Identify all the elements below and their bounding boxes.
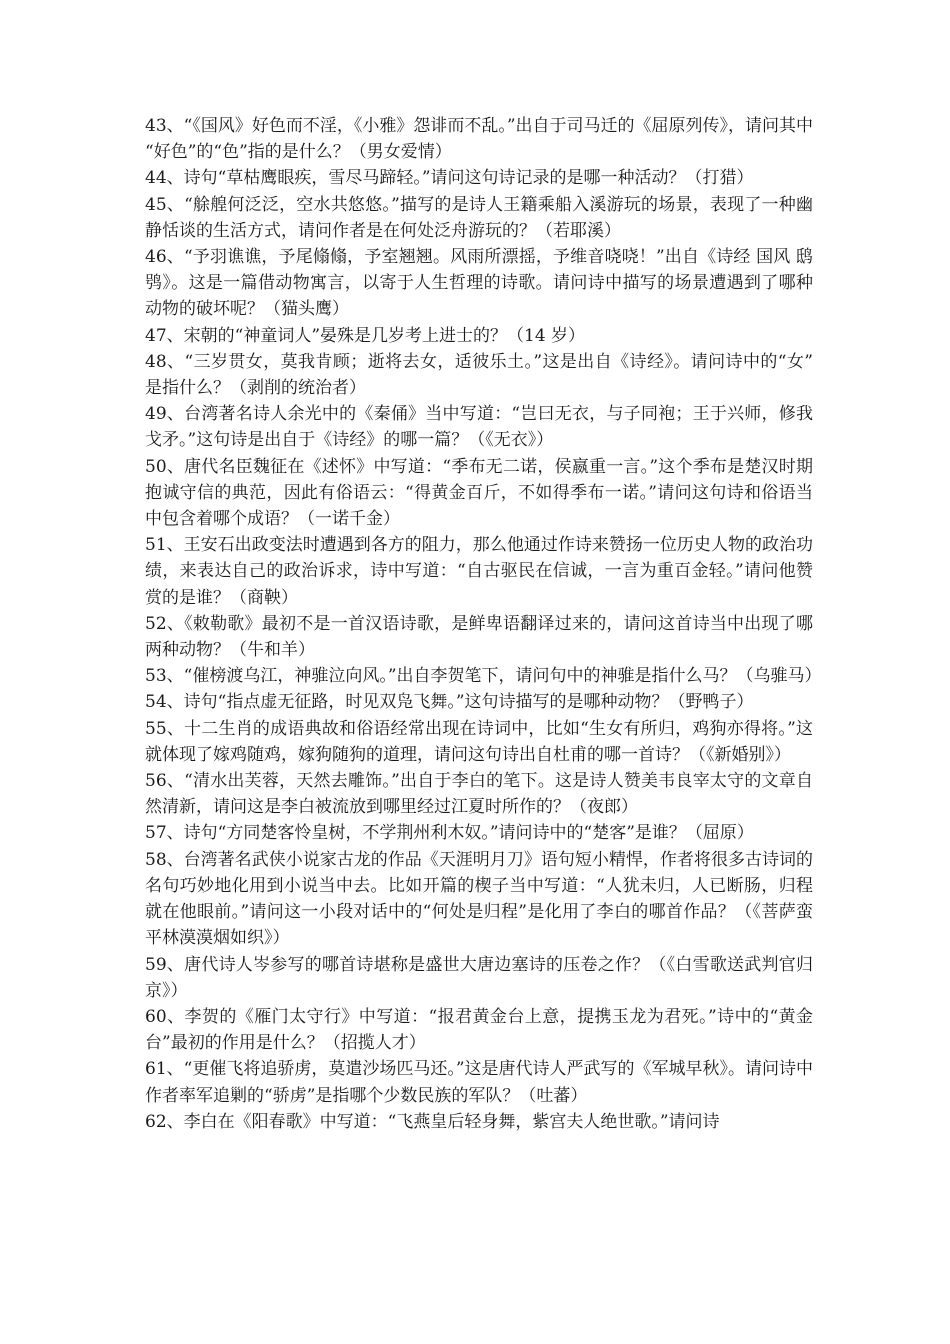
question-item-52: 52、《敕勒歌》最初不是一首汉语诗歌，是鲜卑语翻译过来的，请问这首诗当中出现了哪两种动物？（牛和羊） [145,613,813,661]
question-item-50: 50、唐代名臣魏征在《述怀》中写道：“季布无二诺，侯嬴重一言。”这个季布是楚汉时期抱诚守信的典范，因此有俗语云：“得黄金百斤，不如得季布一诺。”请问这句诗和俗语当中包含着哪个成语？（一诺千金） [145,456,813,530]
question-item-57: 57、诗句“方同楚客怜皇树，不学荆州利木奴。”请问诗中的“楚客”是谁？（屈原） [145,823,754,844]
question-item-51: 51、王安石出政变法时遭遇到各方的阻力，那么他通过作诗来赞扬一位历史人物的政治功绩，来表达自己的政治诉求，诗中写道：“自古驱民在信诚，一言为重百金轻。”请问他赞赏的是谁？（商鞅） [145,535,813,608]
question-item-54: 54、诗句“指点虚无征路，时见双凫飞舞。”这句诗描写的是哪种动物？（野鸭子） [145,692,754,713]
question-item-48: 48、“三岁贯女，莫我肯顾；逝将去女，适彼乐土。”这是出自《诗经》。请问诗中的“女”是指什么？（剥削的统治者） [145,351,813,399]
question-item-53: 53、“催榜渡乌江，神骓泣向风。”出自李贺笔下，请问句中的神骓是指什么马？（乌骓马） [145,666,822,687]
question-item-43: 43、“《国风》好色而不淫，《小雅》怨诽而不乱。”出自于司马迁的《屈原列传》，请问其中“好色”的“色”指的是什么？（男女爱情） [145,116,814,163]
question-item-59: 59、唐代诗人岑参写的哪首诗堪称是盛世大唐边塞诗的压卷之作？（《白雪歌送武判官归京》） [145,954,813,1001]
question-item-58: 58、台湾著名武侠小说家古龙的作品《天涯明月刀》语句短小精悍，作者将很多古诗词的名句巧妙地化用到小说当中去。比如开篇的楔子当中写道：“人犹未归，人已断肠，归程就在他眼前。”请问这一小段对话中的“何处是归程”是化用了李白的哪首作品？（《菩萨蛮 平林漠漠烟如织》） [145,849,813,949]
question-item-61: 61、“更催飞将追骄虏，莫遣沙场匹马还。”这是唐代诗人严武写的《军城早秋》。请问诗中作者率军追剿的“骄虏”是指哪个少数民族的军队？（吐蕃） [145,1059,814,1106]
question-item-47: 47、宋朝的“神童词人”晏殊是几岁考上进士的？（14 岁） [145,325,586,346]
question-item-44: 44、诗句“草枯鹰眼疾，雪尽马蹄轻。”请问这句诗记录的是哪一种活动？（打猎） [145,168,754,189]
question-item-56: 56、“清水出芙蓉，天然去雕饰。”出自于李白的笔下。这是诗人赞美韦良宰太守的文章自然清新，请问这是李白被流放到哪里经过江夏时所作的？（夜郎） [145,771,813,818]
question-item-46: 46、“予羽谯谯，予尾翛翛，予室翘翘。风雨所漂摇，予维音哓哓！”出自《诗经 国风 鸱鸮》。这是一篇借动物寓言，以寄于人生哲理的诗歌。请问诗中描写的场景遭遇到了哪种动物的破坏呢？（猫头鹰） [145,247,813,320]
question-item-55: 55、十二生肖的成语典故和俗语经常出现在诗词中，比如“生女有所归，鸡狗亦得将。”这就体现了嫁鸡随鸡，嫁狗随狗的道理，请问这句诗出自杜甫的哪一首诗？（《新婚别》） [145,718,813,765]
question-item-62: 62、李白在《阳春歌》中写道：“飞燕皇后轻身舞，紫宫夫人绝世歌。”请问诗 [145,1111,720,1132]
question-item-49: 49、台湾著名诗人余光中的《秦俑》当中写道：“岂曰无衣，与子同袍；王于兴师，修我戈矛。”这句诗是出自于《诗经》的哪一篇？（《无衣》） [145,404,813,451]
document-body [145,113,822,1135]
question-item-45: 45、“艅艎何泛泛，空水共悠悠。”描写的是诗人王籍乘船入溪游玩的场景，表现了一种幽静恬谈的生活方式，请问作者是在何处泛舟游玩的？（若耶溪） [145,194,813,241]
question-item-60: 60、李贺的《雁门太守行》中写道：“报君黄金台上意，提携玉龙为君死。”诗中的“黄金台”最初的作用是什么？（招揽人才） [145,1006,813,1054]
